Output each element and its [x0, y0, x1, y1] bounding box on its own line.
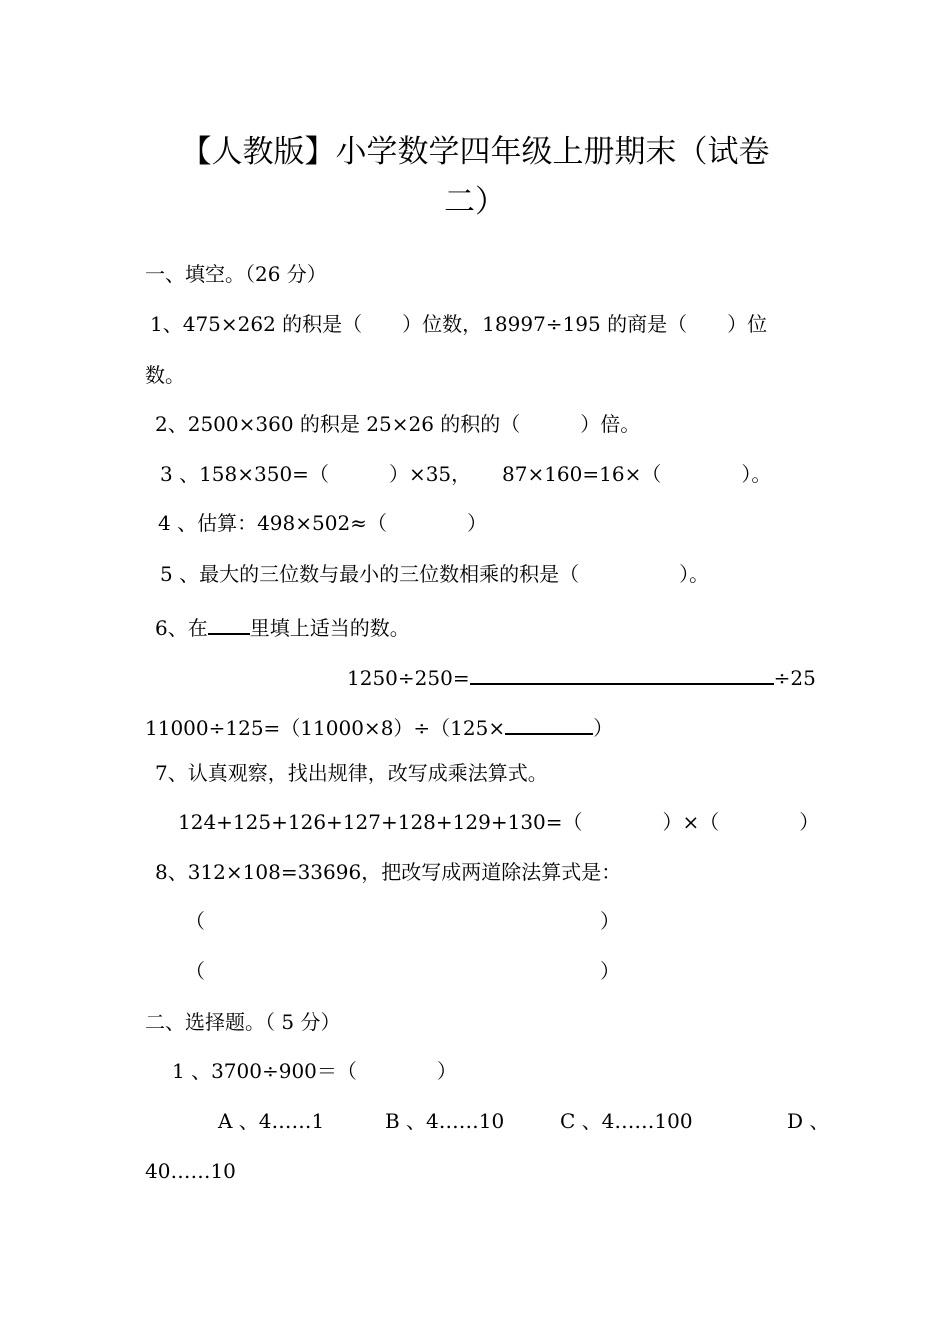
- question-2: 2、2500×360 的积是 25×26 的积的（ ）倍。: [155, 412, 641, 436]
- question-6-blank: [208, 613, 250, 635]
- option-c: C 、4……100: [560, 1109, 693, 1133]
- choice-question-1: 1 、3700÷900＝（ ）: [172, 1059, 457, 1083]
- question-8-answer-2-open: （: [185, 959, 205, 983]
- equation-2-left: 11000÷125=（11000×8）÷（125×: [145, 716, 506, 740]
- equation-1-blank: [470, 663, 774, 685]
- equation-1-left: 1250÷250=: [347, 666, 470, 690]
- question-1-line-1: 1、475×262 的积是（ ）位数，18997÷195 的商是（ ）位: [150, 312, 768, 336]
- equation-1-right: ÷25: [773, 666, 816, 690]
- option-a: A 、4……1: [218, 1109, 325, 1133]
- question-7: 7、认真观察，找出规律，改写成乘法算式。: [155, 761, 548, 785]
- question-8-answer-2-close: ）: [600, 959, 620, 983]
- option-d-value: 40……10: [145, 1159, 236, 1183]
- page-title-line-1: 【人教版】小学数学四年级上册期末（试卷: [180, 134, 770, 170]
- question-6: [155, 613, 410, 638]
- question-8-answer-1-close: ）: [600, 909, 620, 933]
- question-5: 5 、最大的三位数与最小的三位数相乘的积是（ ）。: [160, 562, 710, 586]
- equation-2-blank: [505, 713, 593, 735]
- option-d: D 、: [787, 1109, 830, 1133]
- option-b: B 、4……10: [385, 1109, 505, 1133]
- question-6-prefix: 6、在: [155, 616, 208, 640]
- question-3-part-2: 87×160=16×（ ）。: [502, 462, 772, 486]
- question-6-suffix: 里填上适当的数。: [249, 616, 410, 640]
- page-title-line-2: 二）: [444, 184, 506, 220]
- question-7-equation: 124+125+126+127+128+129+130=（ ）×（ ）: [178, 810, 820, 834]
- question-8: 8、312×108=33696，把改写成两道除法算式是：: [155, 860, 622, 884]
- question-4: 4 、估算：498×502≈（ ）: [158, 511, 487, 535]
- question-6-equation-2: [145, 713, 613, 738]
- question-3-part-1: 3 、158×350=（ ）×35，: [160, 462, 472, 486]
- section-2-heading: 二、选择题。（ 5 分）: [145, 1010, 341, 1034]
- section-1-heading: 一、填空。（26 分）: [145, 262, 327, 286]
- question-8-answer-1-open: （: [185, 909, 205, 933]
- question-1-line-2: 数。: [145, 363, 185, 387]
- equation-2-right: ）: [593, 716, 614, 740]
- question-6-equation-1: [347, 663, 816, 688]
